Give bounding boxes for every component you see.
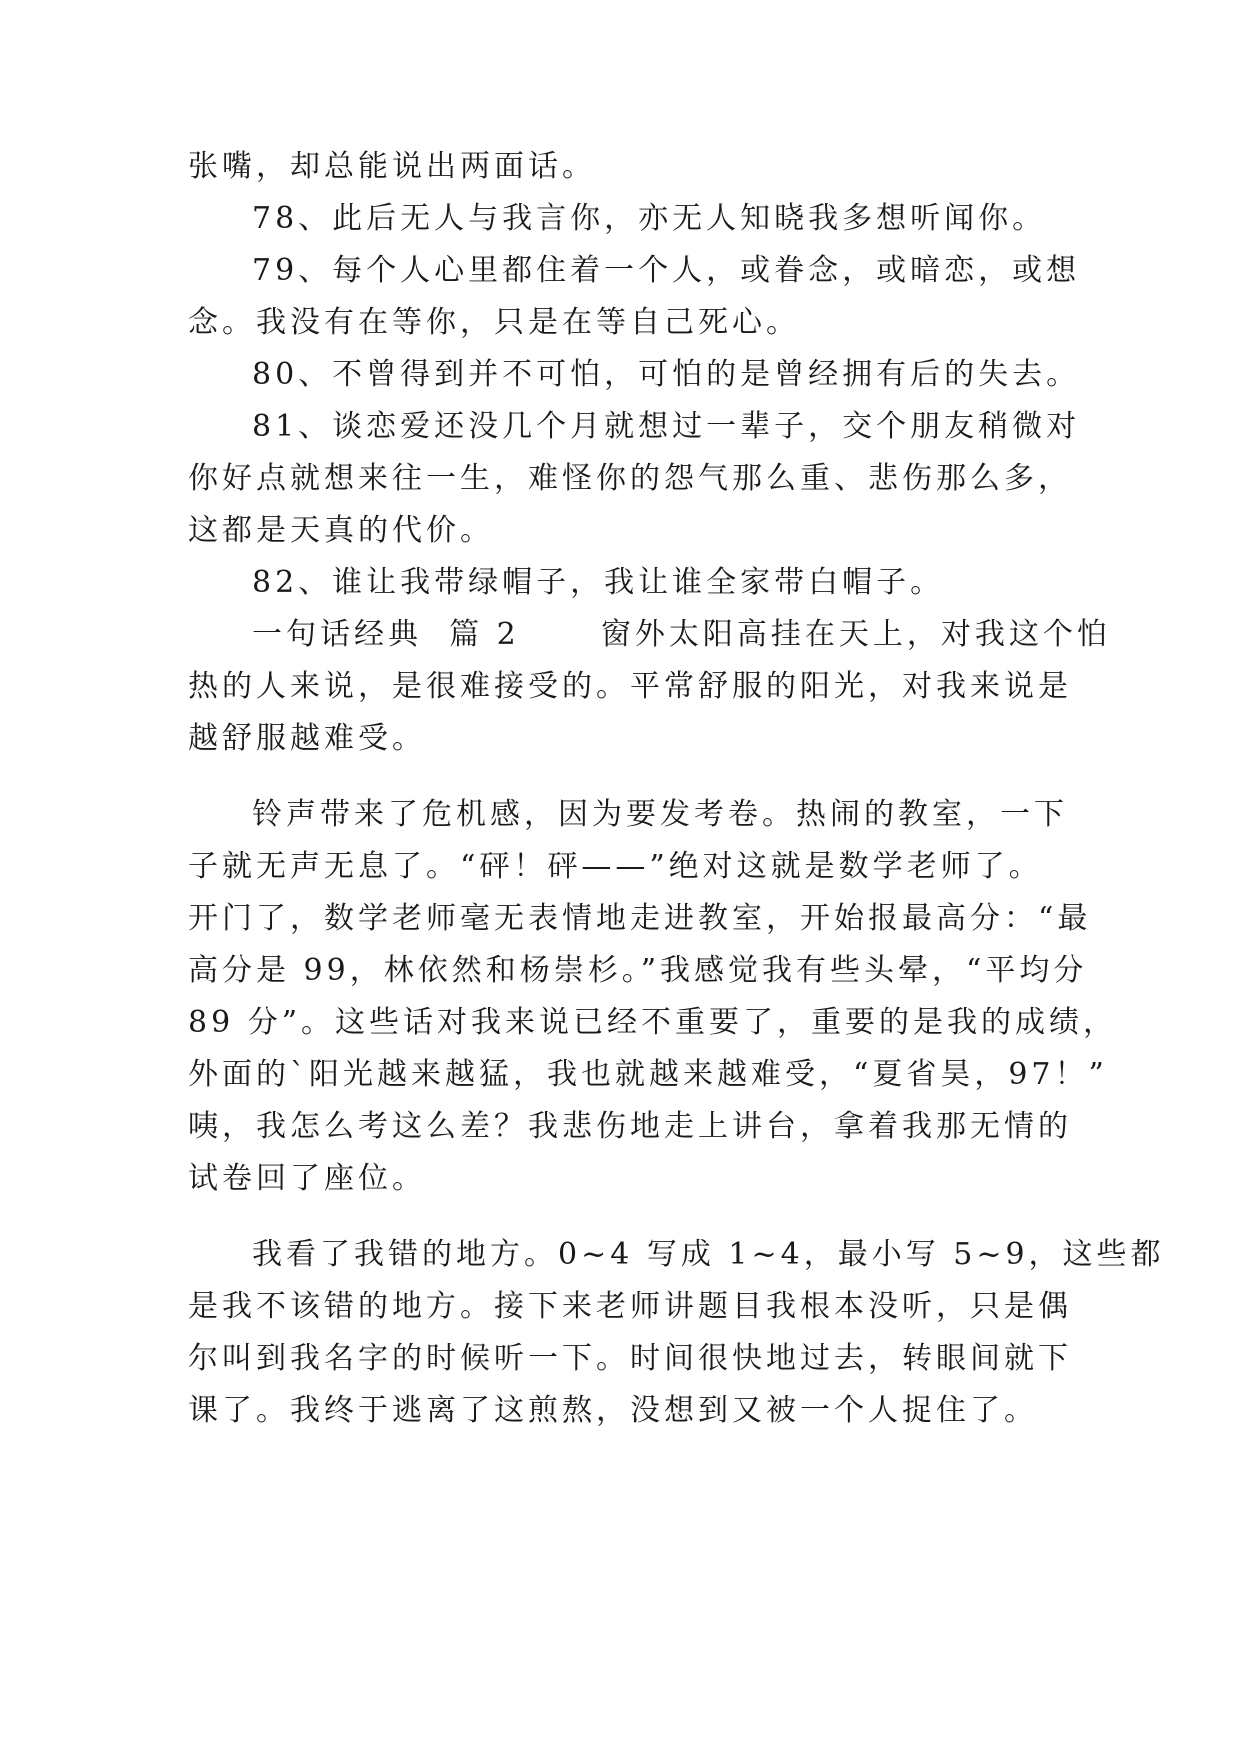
text-line: 子就无声无息了。“砰！砰——”绝对这就是数学老师了。 <box>188 849 1043 884</box>
text-line: 82、谁让我带绿帽子，我让谁全家带白帽子。 <box>252 565 945 600</box>
text-line: 80、不曾得到并不可怕，可怕的是曾经拥有后的失去。 <box>252 357 1081 392</box>
text-line: 是我不该错的地方。接下来老师讲题目我根本没听，只是偶 <box>188 1289 1072 1324</box>
text-line: 81、谈恋爱还没几个月就想过一辈子，交个朋友稍微对 <box>252 409 1081 444</box>
text-line: 铃声带来了危机感，因为要发考卷。热闹的教室，一下 <box>252 797 1068 832</box>
text-line: 外面的`阳光越来越猛，我也就越来越难受，“夏省昊，97！” <box>188 1057 1108 1092</box>
text-line: 我看了我错的地方。0~4 写成 1~4，最小写 5~9，这些都 <box>252 1237 1165 1272</box>
text-line: 79、每个人心里都住着一个人，或眷念，或暗恋，或想 <box>252 253 1081 288</box>
text-line: 你好点就想来往一生，难怪你的怨气那么重、悲伤那么多， <box>188 461 1072 496</box>
text-line: 试卷回了座位。 <box>188 1161 426 1196</box>
text-line: 78、此后无人与我言你，亦无人知晓我多想听闻你。 <box>252 201 1047 236</box>
text-line: 课了。我终于逃离了这煎熬，没想到又被一个人捉住了。 <box>188 1393 1038 1428</box>
text-line: 张嘴，却总能说出两面话。 <box>188 149 596 184</box>
section-heading-line: 一句话经典 篇 2 窗外太阳高挂在天上，对我这个怕 <box>252 617 1111 652</box>
text-line: 念。我没有在等你，只是在等自己死心。 <box>188 305 800 340</box>
text-line: 89 分”。这些话对我来说已经不重要了，重要的是我的成绩， <box>188 1005 1118 1040</box>
text-line: 尔叫到我名字的时候听一下。时间很快地过去，转眼间就下 <box>188 1341 1072 1376</box>
text-line: 越舒服越难受。 <box>188 721 426 756</box>
text-line: 开门了，数学老师毫无表情地走进教室，开始报最高分：“最 <box>188 901 1092 936</box>
text-line: 高分是 99，林依然和杨崇杉。”我感觉我有些头晕，“平均分 <box>188 953 1088 988</box>
text-line: 咦，我怎么考这么差？我悲伤地走上讲台，拿着我那无情的 <box>188 1109 1072 1144</box>
text-line: 热的人来说，是很难接受的。平常舒服的阳光，对我来说是 <box>188 669 1072 704</box>
text-line: 这都是天真的代价。 <box>188 513 494 548</box>
